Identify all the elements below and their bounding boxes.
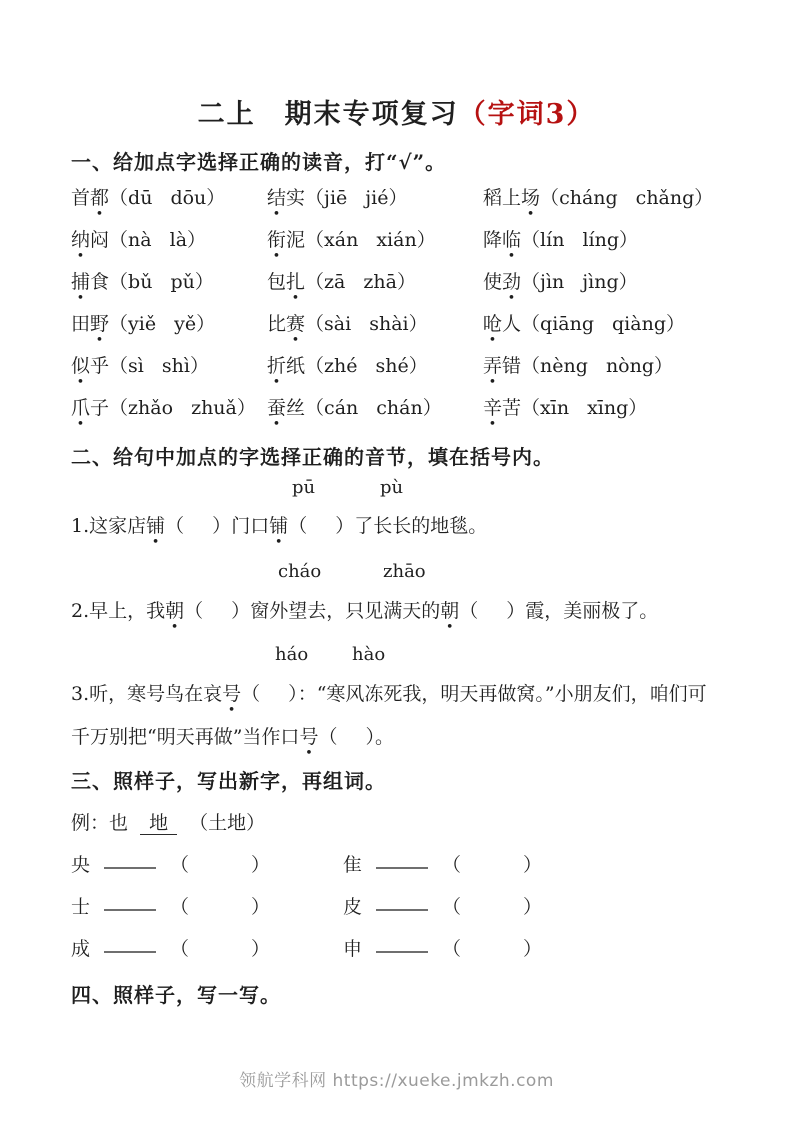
dotted-char: 衔 bbox=[267, 229, 287, 251]
pinyin-option-1: xán bbox=[324, 229, 359, 251]
pinyin-option-1: zhǎo bbox=[128, 397, 174, 419]
example-answer-underlined: 地 bbox=[140, 812, 177, 835]
paren-open: （ bbox=[241, 683, 261, 705]
word-item bbox=[71, 309, 267, 351]
question2-pinyin-hints bbox=[0, 561, 793, 591]
pinyin-hint: hào bbox=[352, 644, 386, 665]
paren-open: （ bbox=[170, 896, 190, 918]
paren-open: （ bbox=[109, 187, 129, 209]
word-item bbox=[483, 309, 769, 351]
pinyin-option-2: shé bbox=[375, 355, 409, 377]
paren-open: （ bbox=[109, 229, 129, 251]
write-blank-line bbox=[104, 948, 156, 953]
paren-close: ） bbox=[251, 938, 271, 960]
page-title-main: 二上 期末专项复习 bbox=[197, 99, 459, 130]
section4-heading: 四、照样子，写一写。 bbox=[71, 983, 281, 1007]
char: 实 bbox=[286, 187, 306, 209]
paren-open: （ bbox=[305, 187, 325, 209]
char: 泥 bbox=[286, 229, 306, 251]
paren-close: ） bbox=[422, 397, 442, 419]
pinyin-option-2: jié bbox=[365, 187, 389, 209]
pinyin-option-2: nòng bbox=[605, 355, 655, 377]
answer-bracket bbox=[184, 600, 250, 622]
dotted-char: 爪 bbox=[71, 397, 91, 419]
dotted-char: 捕 bbox=[71, 271, 91, 293]
dotted-char: 都 bbox=[90, 187, 110, 209]
paren-close: ） bbox=[523, 854, 543, 876]
char: 上 bbox=[502, 187, 522, 209]
dotted-char: 赛 bbox=[286, 313, 306, 335]
paren-close: ） bbox=[408, 355, 428, 377]
paren-close: ） bbox=[236, 397, 256, 419]
paren-close: ） bbox=[619, 229, 639, 251]
paren-close: ） bbox=[365, 726, 375, 748]
pinyin-option-1: nèng bbox=[540, 355, 588, 377]
page-title bbox=[0, 92, 793, 131]
answer-bracket bbox=[165, 515, 231, 537]
char: 丝 bbox=[286, 397, 306, 419]
section2-heading: 二、给句中加点的字选择正确的音节，填在括号内。 bbox=[71, 445, 554, 469]
paren-open: （ bbox=[109, 355, 129, 377]
answer-bracket bbox=[459, 600, 525, 622]
char: 食 bbox=[90, 271, 110, 293]
example-prefix: 例：也 bbox=[71, 812, 129, 834]
dotted-char: 结 bbox=[267, 187, 287, 209]
dotted-char: 场 bbox=[521, 187, 541, 209]
paren-open: （ bbox=[521, 397, 541, 419]
dotted-char: 弄 bbox=[483, 355, 503, 377]
paren-close: ） bbox=[335, 515, 355, 537]
footer-watermark: 领航学科网 https://xueke.jmkzh.com bbox=[239, 1071, 554, 1091]
pinyin-option-2: líng bbox=[582, 229, 619, 251]
fill-item bbox=[343, 850, 542, 892]
write-blank-line bbox=[376, 864, 428, 869]
dotted-char: 号 bbox=[222, 683, 242, 705]
section3-heading: 三、照样子，写出新字，再组词。 bbox=[71, 769, 386, 793]
paren-open: （ bbox=[109, 397, 129, 419]
word-item bbox=[71, 225, 267, 267]
word-item bbox=[267, 393, 483, 435]
char: 纸 bbox=[286, 355, 306, 377]
write-blank-line bbox=[104, 864, 156, 869]
paren-close: ） bbox=[523, 896, 543, 918]
word-item bbox=[267, 309, 483, 351]
paren-open: （ bbox=[170, 938, 190, 960]
pinyin-hint: pù bbox=[380, 477, 404, 498]
base-char: 申 bbox=[343, 938, 363, 960]
pinyin-option-2: zhā bbox=[363, 271, 397, 293]
answer-bracket bbox=[318, 726, 375, 748]
paren-open: （ bbox=[109, 313, 129, 335]
base-char: 皮 bbox=[343, 896, 363, 918]
question2-sentence bbox=[71, 596, 658, 623]
sentence-text: 3.听，寒号鸟在哀 bbox=[71, 683, 223, 705]
example-word-group: （土地） bbox=[189, 812, 266, 834]
paren-close: ） bbox=[628, 397, 648, 419]
word-item bbox=[483, 393, 769, 435]
pinyin-option-1: zā bbox=[324, 271, 346, 293]
char: 首 bbox=[71, 187, 91, 209]
paren-open: （ bbox=[521, 313, 541, 335]
paren-open: （ bbox=[442, 896, 462, 918]
pinyin-option-2: jìng bbox=[582, 271, 619, 293]
sentence-text: 了长长的地毯。 bbox=[354, 515, 488, 537]
paren-close: ） bbox=[388, 187, 408, 209]
pinyin-option-1: nà bbox=[128, 229, 152, 251]
word-item bbox=[267, 351, 483, 393]
sentence-text: 2.早上，我 bbox=[71, 600, 166, 622]
write-blank-line bbox=[104, 906, 156, 911]
dotted-char: 野 bbox=[90, 313, 110, 335]
paren-close: ） bbox=[212, 515, 232, 537]
paren-close: ） bbox=[665, 313, 685, 335]
dotted-char: 铺 bbox=[269, 515, 289, 537]
paren-open: （ bbox=[540, 187, 560, 209]
fill-item bbox=[71, 850, 343, 892]
dotted-char: 辛 bbox=[483, 397, 503, 419]
paren-close: ） bbox=[694, 187, 714, 209]
word-item bbox=[483, 225, 769, 267]
char: 稻 bbox=[483, 187, 503, 209]
word-item bbox=[71, 183, 267, 225]
pinyin-option-1: bǔ bbox=[128, 271, 153, 293]
dotted-char: 朝 bbox=[165, 600, 185, 622]
pinyin-option-1: xīn bbox=[540, 397, 570, 419]
pinyin-option-1: jiē bbox=[324, 187, 348, 209]
dotted-char: 折 bbox=[267, 355, 287, 377]
pinyin-option-2: yě bbox=[174, 313, 197, 335]
paren-close: ） bbox=[654, 355, 674, 377]
pinyin-option-2: chán bbox=[376, 397, 423, 419]
sentence-text: 1.这家店 bbox=[71, 515, 147, 537]
paren-open: （ bbox=[165, 515, 185, 537]
base-char: 隹 bbox=[343, 854, 363, 876]
sentence-text: 窗外望去，只见满天的 bbox=[250, 600, 441, 622]
base-char: 成 bbox=[71, 938, 91, 960]
char: 包 bbox=[267, 271, 287, 293]
dotted-char: 临 bbox=[502, 229, 522, 251]
paren-open: （ bbox=[521, 355, 541, 377]
pinyin-option-2: chǎng bbox=[635, 187, 695, 209]
sentence-text: 千万别把“明天再做”当作口 bbox=[71, 726, 300, 748]
sentence-text: 霞，美丽极了。 bbox=[525, 600, 659, 622]
paren-open: （ bbox=[459, 600, 479, 622]
fill-item bbox=[71, 934, 343, 976]
char: 田 bbox=[71, 313, 91, 335]
char: 比 bbox=[267, 313, 287, 335]
pinyin-option-1: sài bbox=[324, 313, 352, 335]
pinyin-option-2: pǔ bbox=[170, 271, 195, 293]
sentence-text: 。 bbox=[374, 726, 394, 748]
question3-sentence-line1 bbox=[71, 679, 707, 706]
paren-open: （ bbox=[318, 726, 338, 748]
pinyin-option-1: jìn bbox=[540, 271, 565, 293]
char: 子 bbox=[90, 397, 110, 419]
word-item bbox=[267, 225, 483, 267]
char: 错 bbox=[502, 355, 522, 377]
word-item bbox=[267, 267, 483, 309]
dotted-char: 呛 bbox=[483, 313, 503, 335]
pinyin-option-1: yiě bbox=[128, 313, 157, 335]
pinyin-option-2: qiàng bbox=[612, 313, 666, 335]
paren-open: （ bbox=[305, 229, 325, 251]
dotted-char: 纳 bbox=[71, 229, 91, 251]
char: 乎 bbox=[90, 355, 110, 377]
pinyin-hint: cháo bbox=[278, 561, 322, 582]
char: 闷 bbox=[90, 229, 110, 251]
dotted-char: 似 bbox=[71, 355, 91, 377]
answer-bracket bbox=[288, 515, 354, 537]
question3-sentence-line2 bbox=[71, 722, 394, 749]
dotted-char: 朝 bbox=[440, 600, 460, 622]
pinyin-option-2: shài bbox=[369, 313, 409, 335]
answer-bracket bbox=[241, 683, 298, 705]
fill-item bbox=[343, 934, 542, 976]
section3-fill-grid bbox=[71, 850, 542, 976]
paren-close: ） bbox=[206, 187, 226, 209]
char: 苦 bbox=[502, 397, 522, 419]
paren-close: ） bbox=[251, 896, 271, 918]
paren-close: ） bbox=[618, 271, 638, 293]
char: 使 bbox=[483, 271, 503, 293]
paren-open: （ bbox=[288, 515, 308, 537]
question1-pinyin-hints bbox=[0, 477, 793, 507]
fill-item bbox=[71, 892, 343, 934]
pinyin-option-2: dōu bbox=[170, 187, 207, 209]
paren-open: （ bbox=[109, 271, 129, 293]
write-blank-line bbox=[376, 948, 428, 953]
question3-pinyin-hints bbox=[0, 644, 793, 674]
pinyin-option-2: shì bbox=[161, 355, 190, 377]
word-item bbox=[71, 393, 267, 435]
char: 人 bbox=[502, 313, 522, 335]
paren-close: ） bbox=[187, 229, 207, 251]
paren-open: （ bbox=[305, 397, 325, 419]
word-item bbox=[71, 267, 267, 309]
pinyin-option-2: zhuǎ bbox=[191, 397, 237, 419]
pinyin-hint: háo bbox=[275, 644, 309, 665]
pinyin-option-1: cháng bbox=[559, 187, 618, 209]
paren-open: （ bbox=[521, 229, 541, 251]
paren-close: ） bbox=[251, 854, 271, 876]
dotted-char: 铺 bbox=[146, 515, 166, 537]
question1-sentence bbox=[71, 511, 487, 538]
pinyin-option-1: cán bbox=[324, 397, 359, 419]
paren-open: （ bbox=[170, 854, 190, 876]
paren-open: （ bbox=[305, 271, 325, 293]
pinyin-option-1: dū bbox=[128, 187, 153, 209]
pinyin-option-1: lín bbox=[540, 229, 565, 251]
paren-open: （ bbox=[305, 355, 325, 377]
section3-example bbox=[71, 808, 265, 835]
paren-close: ） bbox=[506, 600, 526, 622]
word-item bbox=[483, 351, 769, 393]
dotted-char: 劲 bbox=[502, 271, 522, 293]
fill-item bbox=[343, 892, 542, 934]
paren-close: ） bbox=[231, 600, 251, 622]
paren-close: ） bbox=[416, 229, 436, 251]
sentence-text: 门口 bbox=[231, 515, 270, 537]
section1-heading: 一、给加点字选择正确的读音，打“√”。 bbox=[71, 150, 447, 174]
paren-close: ） bbox=[196, 313, 216, 335]
dotted-char: 扎 bbox=[286, 271, 306, 293]
paren-close: ） bbox=[523, 938, 543, 960]
pinyin-option-1: sì bbox=[128, 355, 144, 377]
base-char: 士 bbox=[71, 896, 91, 918]
section1-word-grid bbox=[71, 183, 769, 435]
pinyin-hint: pū bbox=[292, 477, 316, 498]
paren-close: ） bbox=[189, 355, 209, 377]
pinyin-option-2: xián bbox=[376, 229, 417, 251]
write-blank-line bbox=[376, 906, 428, 911]
paren-close: ） bbox=[396, 271, 416, 293]
paren-open: （ bbox=[442, 854, 462, 876]
sentence-text: ：“寒风冻死我，明天再做窝。”小朋友们，咱们可 bbox=[297, 683, 707, 705]
paren-close: ） bbox=[408, 313, 428, 335]
paren-open: （ bbox=[305, 313, 325, 335]
paren-open: （ bbox=[442, 938, 462, 960]
paren-open: （ bbox=[184, 600, 204, 622]
pinyin-option-2: xīng bbox=[587, 397, 629, 419]
word-item bbox=[267, 183, 483, 225]
paren-open: （ bbox=[521, 271, 541, 293]
pinyin-option-2: là bbox=[169, 229, 188, 251]
word-item bbox=[483, 183, 769, 225]
word-item bbox=[483, 267, 769, 309]
pinyin-hint: zhāo bbox=[383, 561, 426, 582]
word-item bbox=[71, 351, 267, 393]
dotted-char: 号 bbox=[299, 726, 319, 748]
base-char: 央 bbox=[71, 854, 91, 876]
pinyin-option-1: zhé bbox=[324, 355, 358, 377]
paren-close: ） bbox=[288, 683, 298, 705]
pinyin-option-1: qiāng bbox=[540, 313, 595, 335]
char: 降 bbox=[483, 229, 503, 251]
dotted-char: 蚕 bbox=[267, 397, 287, 419]
paren-close: ） bbox=[194, 271, 214, 293]
page-title-highlight: （字词3） bbox=[458, 99, 596, 130]
